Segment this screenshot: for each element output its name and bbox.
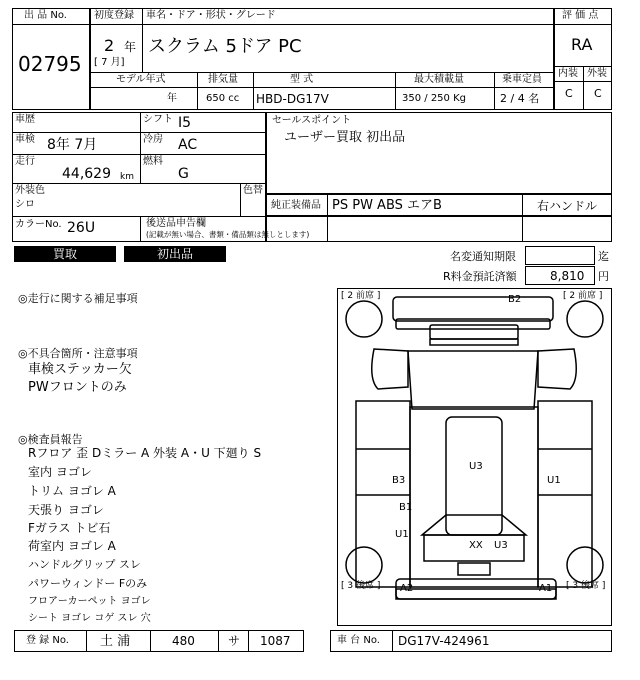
lot-no-label: 出 品 No.: [24, 10, 67, 21]
inspector-label: ◎検査員報告: [18, 433, 83, 446]
inspector-line: トリム ヨゴレ A: [28, 484, 116, 498]
first-reg-year-unit: 年: [124, 40, 137, 54]
damage-mark: XX: [469, 540, 483, 551]
shift-label: シフト: [143, 114, 173, 125]
divider: [12, 154, 266, 155]
inspector-line: ハンドルグリップ スレ: [28, 558, 141, 571]
corner-label: [ 3 後席 ]: [341, 581, 381, 591]
damage-mark: B1: [399, 502, 413, 513]
damage-mark: B3: [392, 475, 406, 486]
divider: [12, 24, 90, 25]
defect-item: 車検ステッカー欠: [28, 362, 132, 377]
defect-item: PWフロントのみ: [28, 380, 127, 395]
displacement-label: 排気量: [208, 74, 238, 85]
aircon-label: 冷房: [143, 134, 163, 145]
inspection-label: 車検: [15, 134, 35, 145]
max-load: 350 / 250 Kg: [402, 93, 466, 104]
tag-kaitori: 買取: [14, 246, 116, 262]
handle-value: 右ハンドル: [537, 199, 598, 213]
car-diagram: [337, 288, 612, 626]
score-label: 評 価 点: [562, 10, 599, 21]
mileage-value: 44,629: [62, 166, 111, 182]
mileage-unit: km: [120, 172, 134, 182]
interior-label: 内装: [558, 68, 578, 79]
model-year-label: モデル年式: [116, 74, 166, 85]
exterior-grade: C: [594, 87, 602, 100]
tag-first-listing: 初出品: [124, 246, 226, 262]
sales-point-value: ユーザー買取 初出品: [284, 130, 406, 145]
aftermarket-right-box: [266, 216, 612, 242]
type-label: 型 式: [290, 74, 314, 85]
car-diagram-drawing: [338, 289, 611, 625]
plate-label: 登 録 No.: [26, 635, 69, 646]
corner-label: [ 3 後席 ]: [566, 581, 606, 591]
recycle-value: 8,810: [550, 269, 585, 283]
displacement: 650 cc: [206, 93, 240, 104]
divider: [554, 24, 612, 25]
exterior-color-label: 外装色: [15, 185, 45, 196]
corner-label: [ 2 前席 ]: [563, 291, 603, 301]
exterior-label: 外装: [587, 68, 607, 79]
color-no-value: 26U: [67, 220, 96, 236]
divider: [253, 72, 254, 110]
divider: [248, 630, 249, 652]
divider: [140, 216, 141, 242]
inspector-line: 天張り ヨゴレ: [28, 503, 104, 517]
first-reg-label: 初度登録: [94, 10, 134, 21]
transfer-deadline-box: [525, 246, 595, 265]
damage-mark: U1: [547, 475, 561, 486]
divider: [395, 72, 396, 110]
transfer-deadline-unit: 迄: [598, 250, 609, 263]
aftermarket-label: 後送品申告欄: [146, 218, 206, 229]
shift-value: I5: [178, 115, 192, 131]
inspector-line: Rフロア 歪 Dミラー A 外装 A・U 下廻り S: [28, 446, 262, 460]
divider: [494, 72, 495, 110]
chassis-label: 車 台 No.: [337, 635, 380, 646]
divider: [142, 8, 143, 72]
damage-mark: U3: [469, 461, 483, 472]
inspector-line: Fガラス トビ石: [28, 521, 111, 535]
divider: [218, 630, 219, 652]
exterior-color-value: シロ: [15, 199, 35, 210]
damage-mark: A2: [400, 583, 414, 594]
car-desc-label: 車名・ドア・形状・グレード: [146, 10, 276, 21]
divider: [90, 87, 554, 88]
first-reg-month: [ 7 月]: [94, 57, 125, 68]
lot-no: 02795: [18, 52, 82, 76]
divider: [90, 72, 554, 73]
aircon-value: AC: [178, 137, 198, 153]
divider: [86, 630, 87, 652]
damage-mark: U1: [395, 529, 409, 540]
interior-grade: C: [565, 87, 573, 100]
divider: [197, 72, 198, 110]
defects-label: ◎不具合箇所・注意事項: [18, 347, 138, 360]
equipment-label: 純正装備品: [271, 200, 321, 211]
color-no-label: カラーNo.: [15, 219, 62, 230]
car-description: スクラム 5ドア PC: [148, 36, 302, 57]
inspection-value: 8年 7月: [47, 137, 98, 153]
model-year-unit: 年: [167, 93, 177, 104]
plate-class: 480: [172, 634, 195, 648]
max-load-label: 最大積載量: [414, 74, 464, 85]
capacity: 2 / 4 名: [500, 92, 540, 105]
inspector-line: パワーウィンドー Fのみ: [28, 577, 148, 590]
plate-number: 1087: [260, 634, 291, 648]
recycle-unit: 円: [598, 270, 609, 283]
divider: [12, 183, 266, 184]
damage-mark: B2: [508, 294, 522, 305]
divider: [583, 66, 584, 110]
fuel-value: G: [178, 166, 189, 182]
divider: [150, 630, 151, 652]
mileage-label: 走行: [15, 156, 35, 167]
type: HBD-DG17V: [256, 92, 329, 106]
divider: [90, 24, 554, 25]
chassis-value: DG17V-424961: [398, 634, 490, 648]
aftermarket-note: (記載が無い場合、書類・備品類は無しとします): [146, 230, 310, 239]
divider: [12, 216, 266, 217]
damage-mark: U3: [494, 540, 508, 551]
plate-kana: サ: [228, 634, 241, 648]
transfer-deadline-label: 名変通知期限: [450, 250, 516, 263]
divider: [392, 630, 393, 652]
inspector-line: 室内 ヨゴレ: [28, 465, 92, 479]
score: RA: [571, 35, 593, 54]
damage-mark: A1: [539, 583, 553, 594]
divider: [240, 183, 241, 216]
recycle-label: R料金預託済額: [443, 270, 517, 283]
inspector-line: 荷室内 ヨゴレ A: [28, 539, 116, 553]
divider: [140, 112, 141, 183]
first-reg-year: 2: [104, 36, 115, 55]
divider: [12, 132, 266, 133]
divider: [522, 194, 523, 242]
fuel-label: 燃料: [143, 156, 163, 167]
corner-label: [ 2 前席 ]: [341, 291, 381, 301]
history-label: 車歴: [15, 114, 35, 125]
repaint-label: 色替: [243, 185, 263, 196]
capacity-label: 乗車定員: [502, 74, 542, 85]
inspector-line: シート ヨゴレ コゲ スレ 穴: [28, 613, 151, 624]
divider: [327, 194, 328, 242]
sales-point-label: セールスポイント: [272, 115, 352, 126]
driving-notes-label: ◎走行に関する補足事項: [18, 292, 138, 305]
equipment-value: PS PW ABS エアB: [332, 198, 442, 213]
inspector-line: フロアーカーペット ヨゴレ: [28, 596, 151, 607]
plate-region: 土 浦: [100, 634, 131, 649]
